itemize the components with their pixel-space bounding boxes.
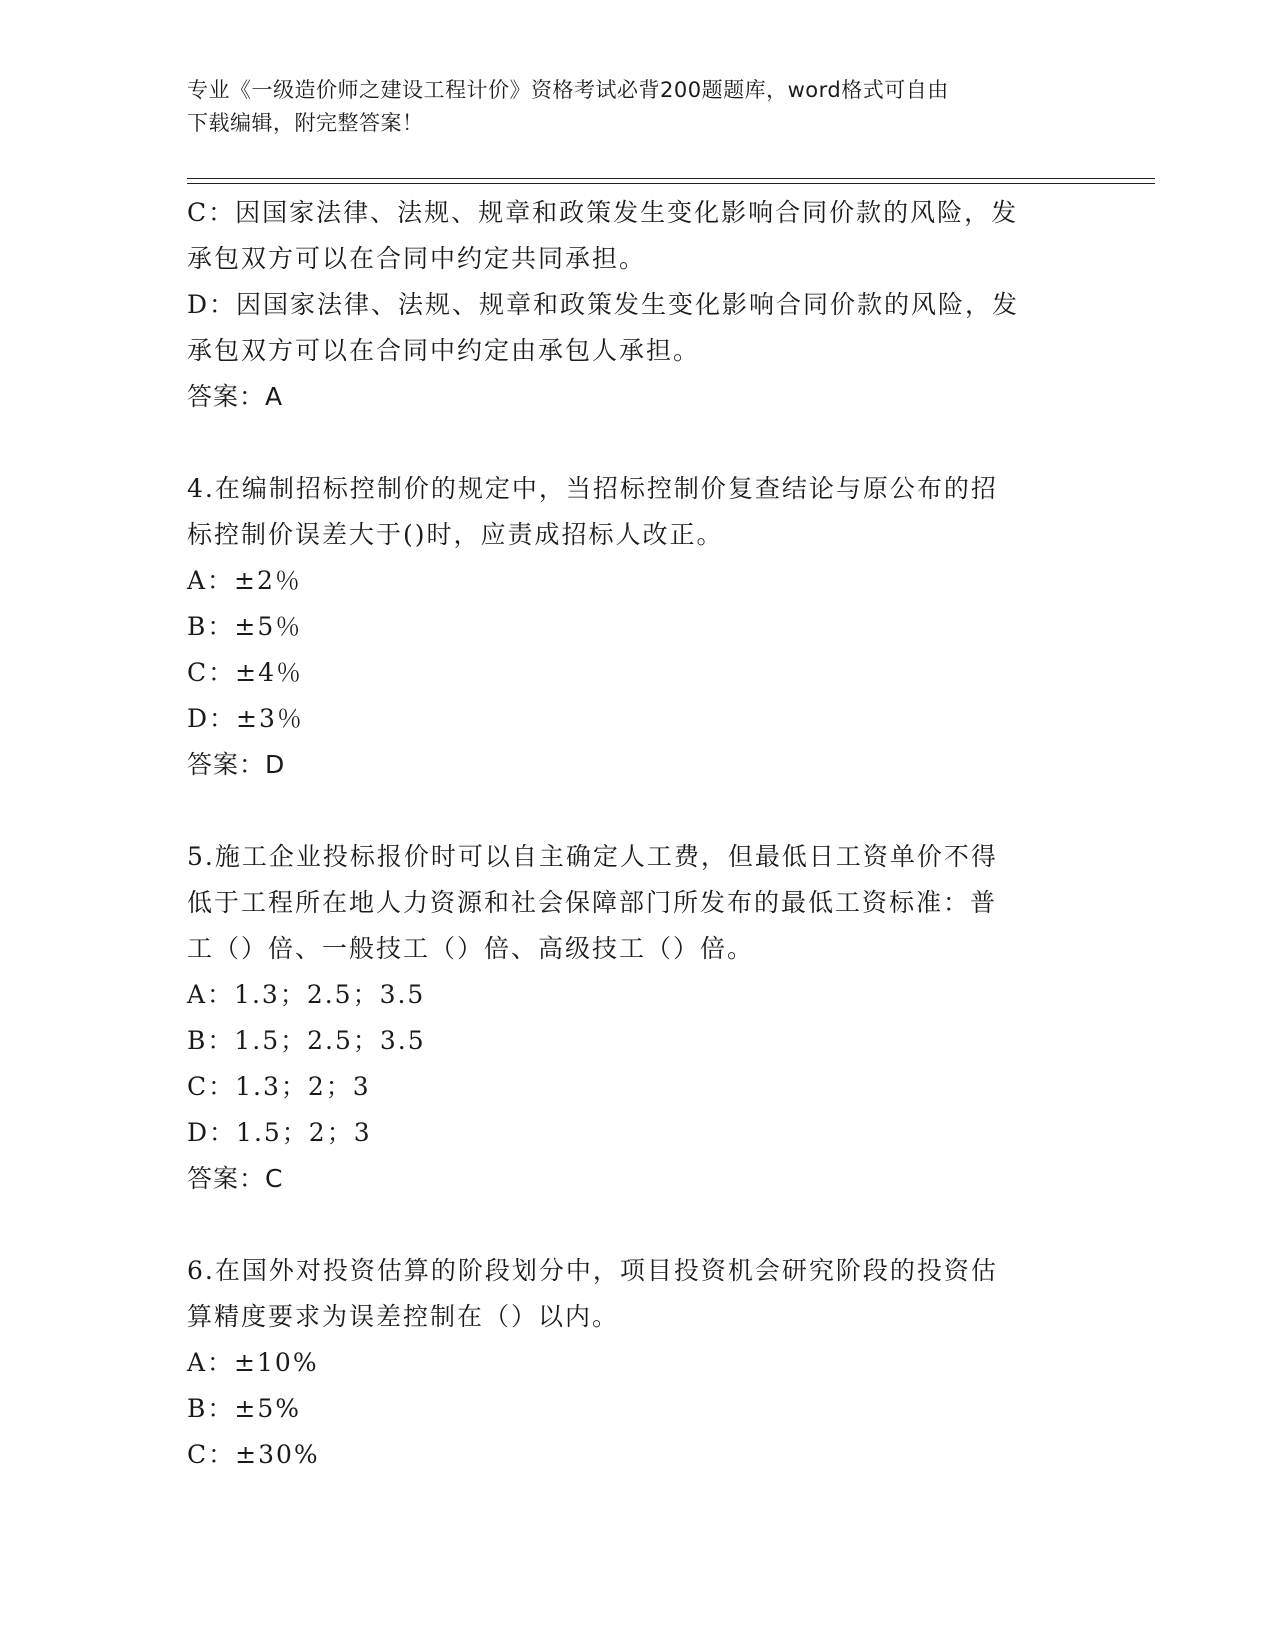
question-5: [187, 834, 1087, 1202]
question-4: [187, 466, 1087, 788]
option-c-line-1: C：因国家法律、法规、规章和政策发生变化影响合同价款的风险，发: [187, 198, 1019, 227]
option-c: C：±4％: [187, 658, 303, 687]
option-a: A：±2％: [187, 566, 302, 595]
question-list: [187, 190, 1087, 1478]
spacer: [187, 1202, 1087, 1248]
option-b: B：±5％: [187, 612, 303, 641]
spacer: [187, 788, 1087, 834]
question-6: [187, 1248, 1087, 1478]
option-c-line-2: 承包双方可以在合同中约定共同承担。: [187, 244, 647, 273]
option-d-line-1: D：因国家法律、法规、规章和政策发生变化影响合同价款的风险，发: [187, 290, 1020, 319]
question-stem-line-1: 4.在编制招标控制价的规定中，当招标控制价复查结论与原公布的招: [187, 474, 998, 503]
spacer: [187, 420, 1087, 466]
option-d: D：1.5；2；3: [187, 1118, 372, 1147]
answer-label: 答案：D: [187, 750, 286, 779]
question-stem-line-3: 工（）倍、一般技工（）倍、高级技工（）倍。: [187, 934, 755, 963]
option-a: A：±10%: [187, 1348, 319, 1377]
option-b: B：1.5；2.5；3.5: [187, 1026, 426, 1055]
option-d: D：±3％: [187, 704, 304, 733]
question-stem-line-1: 6.在国外对投资估算的阶段划分中，项目投资机会研究阶段的投资估: [187, 1256, 998, 1285]
header-divider-top: [187, 178, 1155, 179]
option-c: C：1.3；2；3: [187, 1072, 371, 1101]
question-3: [187, 190, 1087, 420]
question-stem-line-2: 标控制价误差大于()时，应责成招标人改正。: [187, 520, 724, 549]
header-divider-bottom: [187, 183, 1155, 184]
answer-label: 答案：C: [187, 1164, 284, 1193]
question-stem-line-1: 5.施工企业投标报价时可以自主确定人工费，但最低日工资单价不得: [187, 842, 998, 871]
option-d-line-2: 承包双方可以在合同中约定由承包人承担。: [187, 336, 701, 365]
question-stem-line-2: 算精度要求为误差控制在（）以内。: [187, 1302, 620, 1331]
header-line-2: 下载编辑，附完整答案！: [187, 111, 424, 135]
option-a: A：1.3；2.5；3.5: [187, 980, 426, 1009]
document-header: [187, 74, 1087, 140]
option-b: B：±5%: [187, 1394, 301, 1423]
answer-label: 答案：A: [187, 382, 284, 411]
header-line-1: 专业《一级造价师之建设工程计价》资格考试必背200题题库，word格式可自由: [187, 78, 949, 102]
option-c: C：±30%: [187, 1440, 320, 1469]
question-stem-line-2: 低于工程所在地人力资源和社会保障部门所发布的最低工资标准：普: [187, 888, 998, 917]
